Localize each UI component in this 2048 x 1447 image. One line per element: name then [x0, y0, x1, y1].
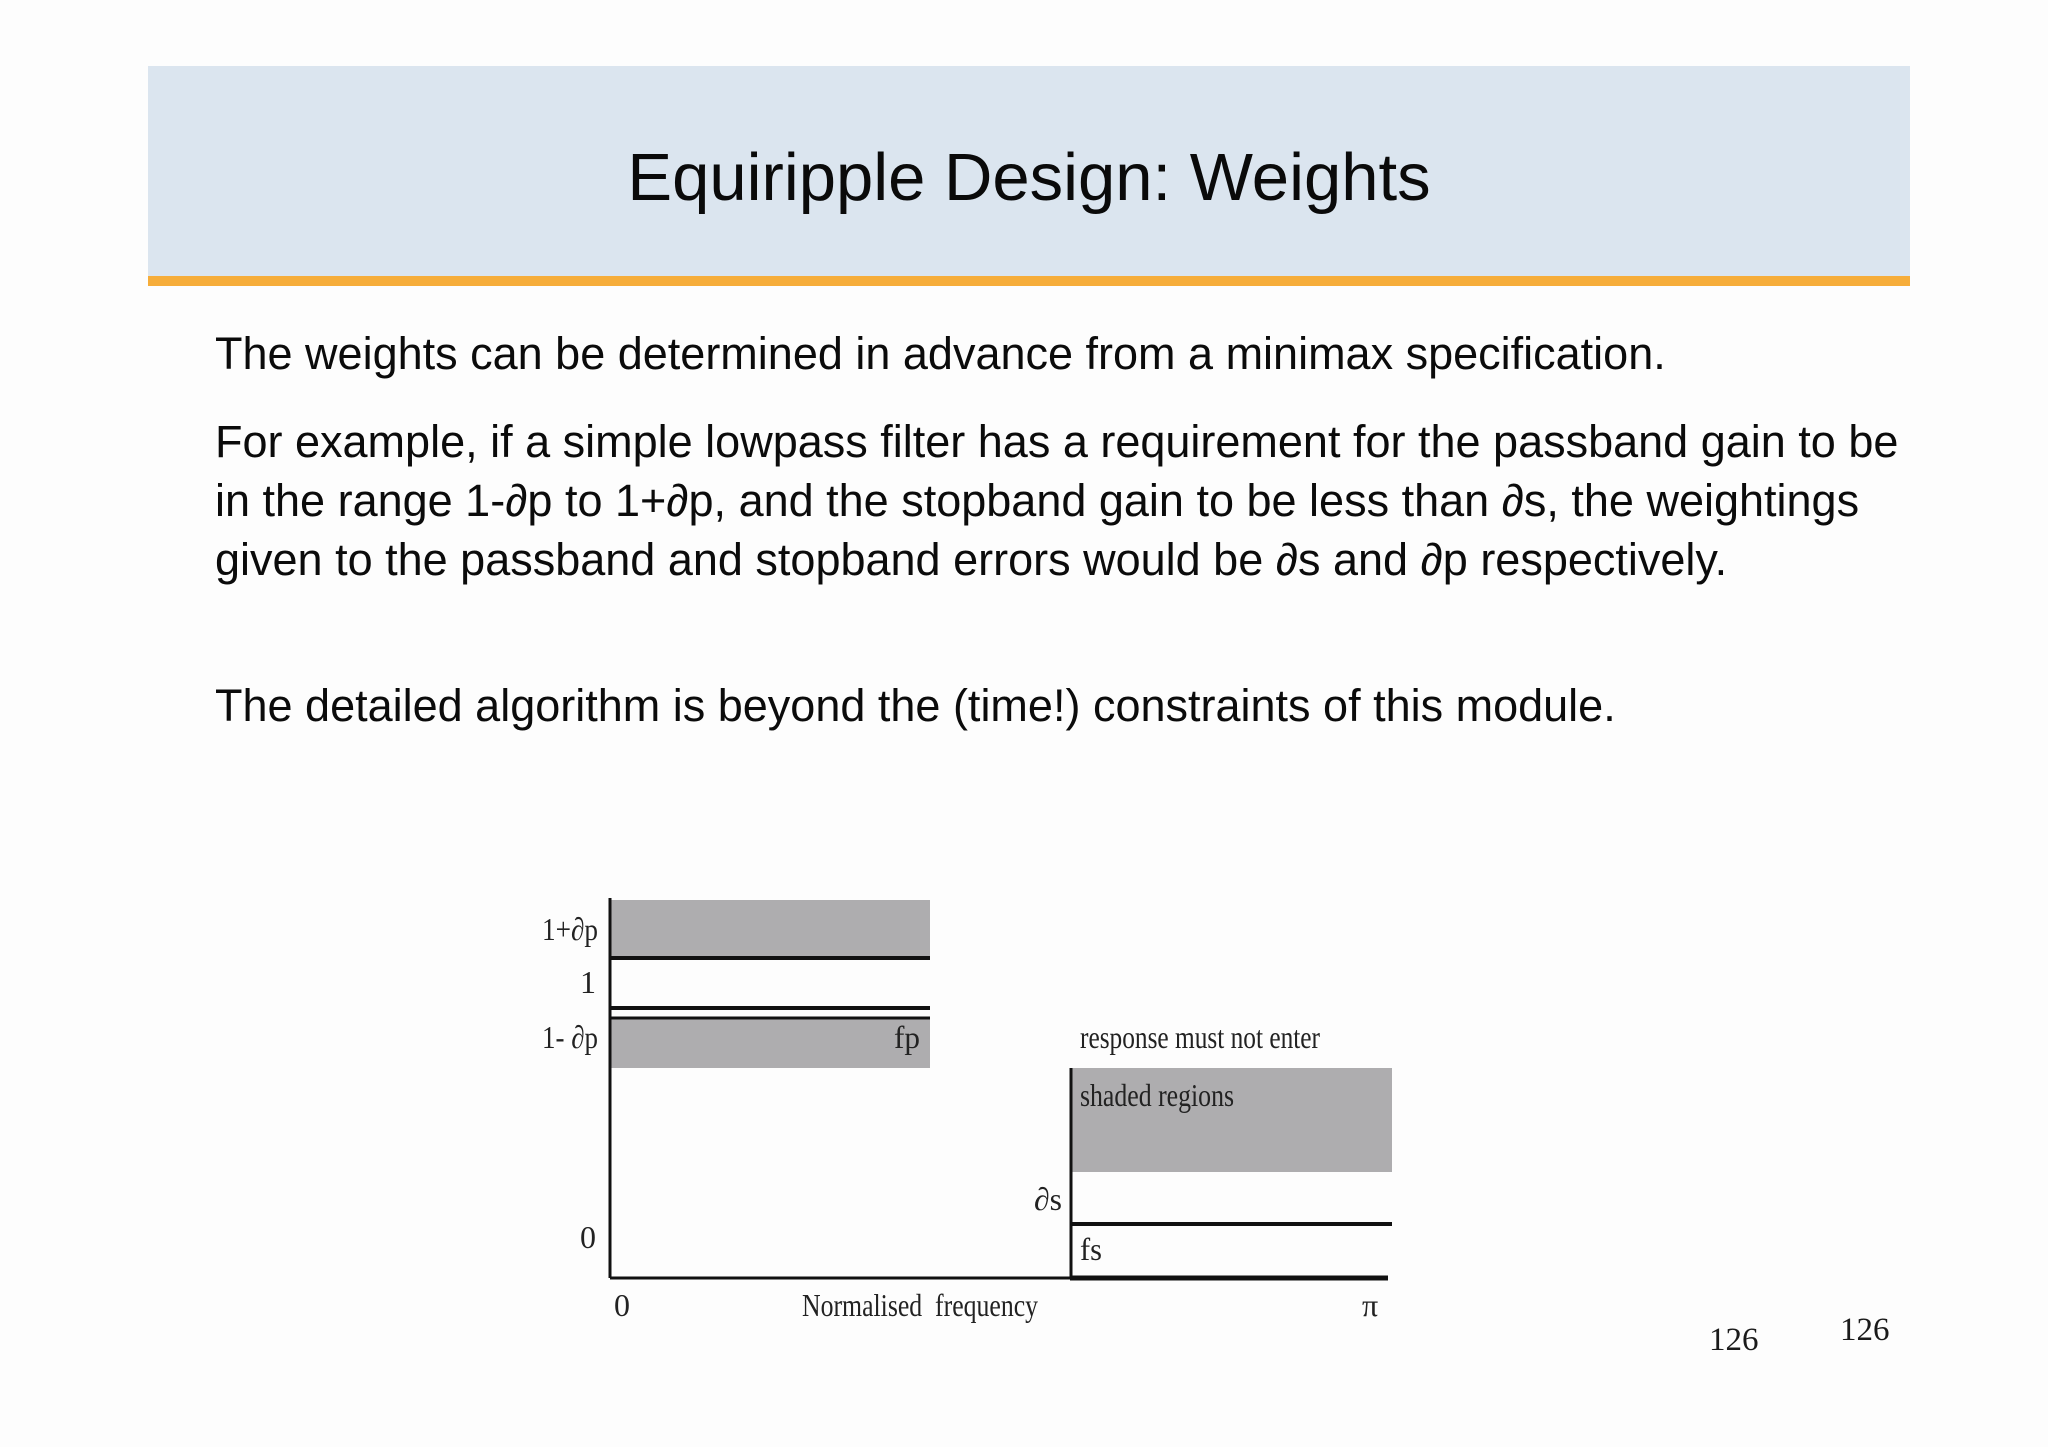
- passband-upper-shade: [610, 900, 930, 958]
- label-pi: π: [1362, 1287, 1379, 1323]
- label-zero-x: 0: [614, 1287, 630, 1323]
- x-axis-label: Normalised frequency: [802, 1287, 1038, 1323]
- passband-lower-shade: [610, 1018, 930, 1068]
- title-underline: [148, 276, 1910, 286]
- label-fs: fs: [1080, 1231, 1102, 1267]
- label-zero-y: 0: [580, 1219, 596, 1255]
- paragraph-algorithm: The detailed algorithm is beyond the (time!) constraints of this module.: [215, 680, 1616, 731]
- lowpass-spec-diagram: [530, 890, 1410, 1350]
- note-line-1: response must not enter: [1080, 1019, 1321, 1055]
- label-one-plus-dp: 1+∂p: [542, 911, 598, 947]
- page-number-document: 126: [1840, 1312, 1890, 1348]
- label-one: 1: [580, 964, 596, 1000]
- label-fp: fp: [894, 1019, 920, 1055]
- paragraph-example: For example, if a simple lowpass filter has a requirement for the passband gain to be in the range 1-∂p to 1+∂p, and the stopband gain to be less than ∂s, the weightings given to the passband and stopband errors would be ∂s and ∂p respectively.: [215, 416, 1899, 585]
- page-number-slide: 126: [1709, 1322, 1759, 1358]
- slide-title: Equiripple Design: Weights: [627, 140, 1431, 215]
- paragraph-weights: The weights can be determined in advance from a minimax specification.: [215, 328, 1666, 379]
- label-one-minus-dp: 1- ∂p: [542, 1019, 598, 1055]
- label-ds: ∂s: [1034, 1181, 1062, 1217]
- note-line-2: shaded regions: [1080, 1077, 1234, 1113]
